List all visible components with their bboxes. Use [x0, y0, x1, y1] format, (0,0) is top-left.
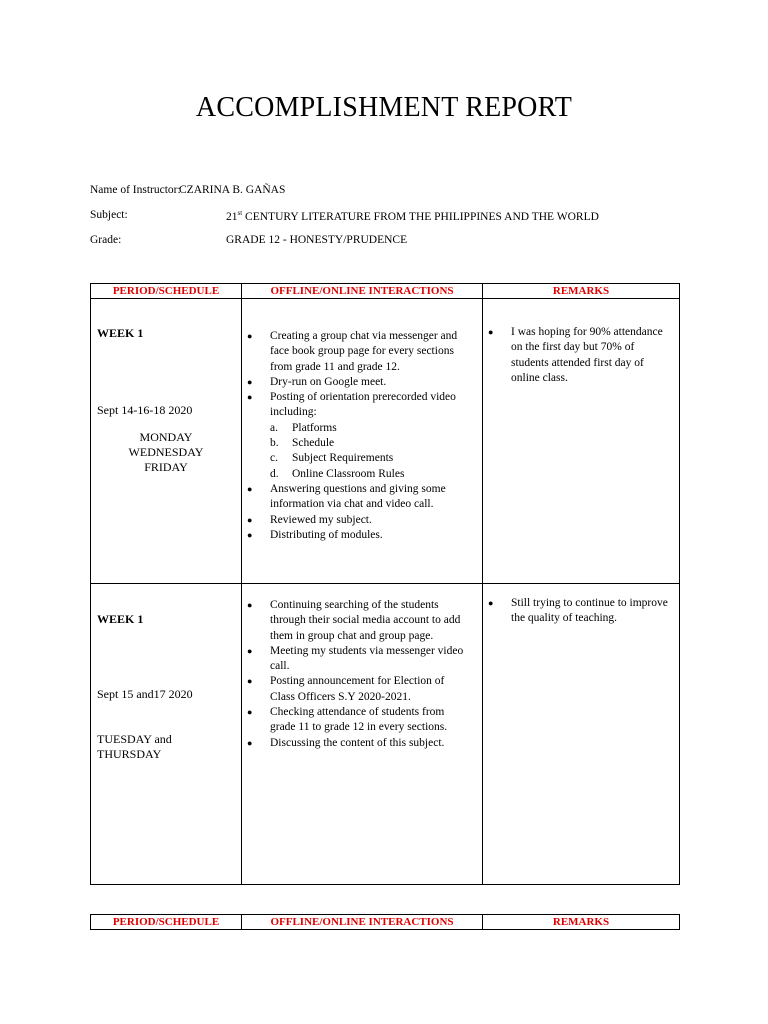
bullet-icon: ● [247, 737, 253, 748]
remark-text: Still trying to continue to improve the quality of teaching. [511, 597, 668, 625]
grade-label: Grade: [90, 234, 122, 246]
subject-value-text: CENTURY LITERATURE FROM THE PHILIPPINES AND THE WORLD [242, 210, 599, 223]
period-cell [91, 299, 242, 584]
list-item [242, 329, 464, 375]
table-header-row [91, 915, 680, 930]
sub-list-item [270, 436, 464, 451]
list-item-text: Dry-run on Google meet. [270, 375, 387, 388]
table-header-row [91, 284, 680, 299]
list-item [242, 482, 464, 513]
week-label: WEEK 1 [97, 612, 144, 626]
header-interactions: OFFLINE/ONLINE INTERACTIONS [242, 915, 483, 930]
list-item-text: Posting announcement for Election of Class Officers S.Y 2020-2021. [270, 675, 445, 703]
list-item [242, 598, 464, 644]
table-row [91, 584, 680, 885]
instructor-label: Name of Instructor: [90, 184, 181, 196]
remarks-list [483, 325, 669, 386]
sub-marker: a. [270, 421, 278, 434]
dates-label: Sept 15 and17 2020 [97, 687, 193, 701]
list-item-text: Distributing of modules. [270, 528, 383, 541]
interactions-list [242, 598, 464, 751]
list-item-text: Answering questions and giving some information via chat and video call. [270, 482, 446, 511]
sub-list-item [270, 467, 464, 482]
list-item-text: Continuing searching of the students through their social media account to add them in group chat and group page. [270, 599, 461, 642]
sub-text: Online Classroom Rules [292, 467, 405, 480]
sub-list-item [270, 451, 464, 466]
list-item [242, 513, 464, 528]
list-item-text: Posting of orientation prerecorded video including: [270, 391, 456, 419]
remarks-list [483, 596, 669, 627]
report-table [90, 283, 680, 885]
bullet-icon: ● [247, 600, 253, 610]
bullet-icon: ● [247, 645, 253, 656]
days-list [91, 430, 241, 475]
interactions-list [242, 329, 464, 543]
day-label: MONDAY [139, 430, 193, 444]
list-item-text: Discussing the content of this subject. [270, 736, 445, 749]
subject-value-number: 21 [226, 210, 238, 223]
list-item [242, 705, 464, 736]
interactions-cell [242, 299, 483, 584]
header-period: PERIOD/SCHEDULE [91, 284, 242, 299]
list-item-text: Checking attendance of students from grade 11 to grade 12 in every sections. [270, 706, 448, 734]
list-item [483, 596, 669, 627]
remarks-cell [483, 584, 680, 885]
bullet-icon: ● [247, 392, 253, 403]
report-table-continued [90, 914, 680, 930]
sub-text: Platforms [292, 421, 337, 434]
dates-label: Sept 14-16-18 2020 [97, 403, 193, 417]
report-title: ACCOMPLISHMENT REPORT [195, 92, 573, 123]
day-label: FRIDAY [144, 460, 188, 474]
header-remarks: REMARKS [483, 915, 680, 930]
list-item [242, 375, 464, 390]
period-cell [91, 584, 242, 885]
list-item-text: Creating a group chat via messenger and face book group page for every sections from grade 11 and grade 12. [270, 330, 458, 373]
sub-text: Subject Requirements [292, 452, 394, 465]
list-item [483, 325, 669, 386]
header-remarks: REMARKS [483, 284, 680, 299]
list-item-text: Meeting my students via messenger video call. [270, 644, 464, 673]
subject-label: Subject: [90, 209, 128, 221]
day-label: WEDNESDAY [128, 445, 204, 459]
list-item [242, 390, 464, 482]
remark-text: I was hoping for 90% attendance on the first day but 70% of students attended first day of online class. [511, 326, 663, 384]
list-item [242, 528, 464, 543]
week-label: WEEK 1 [97, 326, 144, 340]
bullet-icon: ● [247, 331, 253, 341]
bullet-icon: ● [488, 598, 494, 608]
bullet-icon: ● [247, 529, 253, 540]
day-label: THURSDAY [97, 747, 162, 761]
table-row [91, 299, 680, 584]
sub-list [270, 421, 464, 482]
list-item [242, 644, 464, 675]
bullet-icon: ● [247, 707, 253, 718]
sub-list-item [270, 421, 464, 436]
sub-marker: b. [270, 437, 279, 450]
header-period: PERIOD/SCHEDULE [91, 915, 242, 930]
bullet-icon: ● [247, 376, 253, 387]
header-interactions: OFFLINE/ONLINE INTERACTIONS [242, 284, 483, 299]
list-item [242, 674, 464, 705]
sub-text: Schedule [292, 437, 335, 450]
list-item-text: Reviewed my subject. [270, 513, 372, 526]
grade-value: GRADE 12 - HONESTY/PRUDENCE [226, 234, 408, 246]
bullet-icon: ● [488, 327, 494, 337]
bullet-icon: ● [247, 483, 253, 494]
bullet-icon: ● [247, 514, 253, 525]
sub-marker: d. [270, 467, 279, 480]
day-label: TUESDAY and [97, 732, 172, 746]
sub-marker: c. [270, 452, 278, 465]
instructor-name: CZARINA B. GAÑAS [179, 184, 286, 196]
interactions-cell [242, 584, 483, 885]
subject-value [226, 209, 599, 223]
list-item [242, 736, 464, 751]
subject-value-suffix: st [237, 209, 243, 217]
bullet-icon: ● [247, 676, 253, 687]
days-list [97, 732, 172, 762]
remarks-cell [483, 299, 680, 584]
